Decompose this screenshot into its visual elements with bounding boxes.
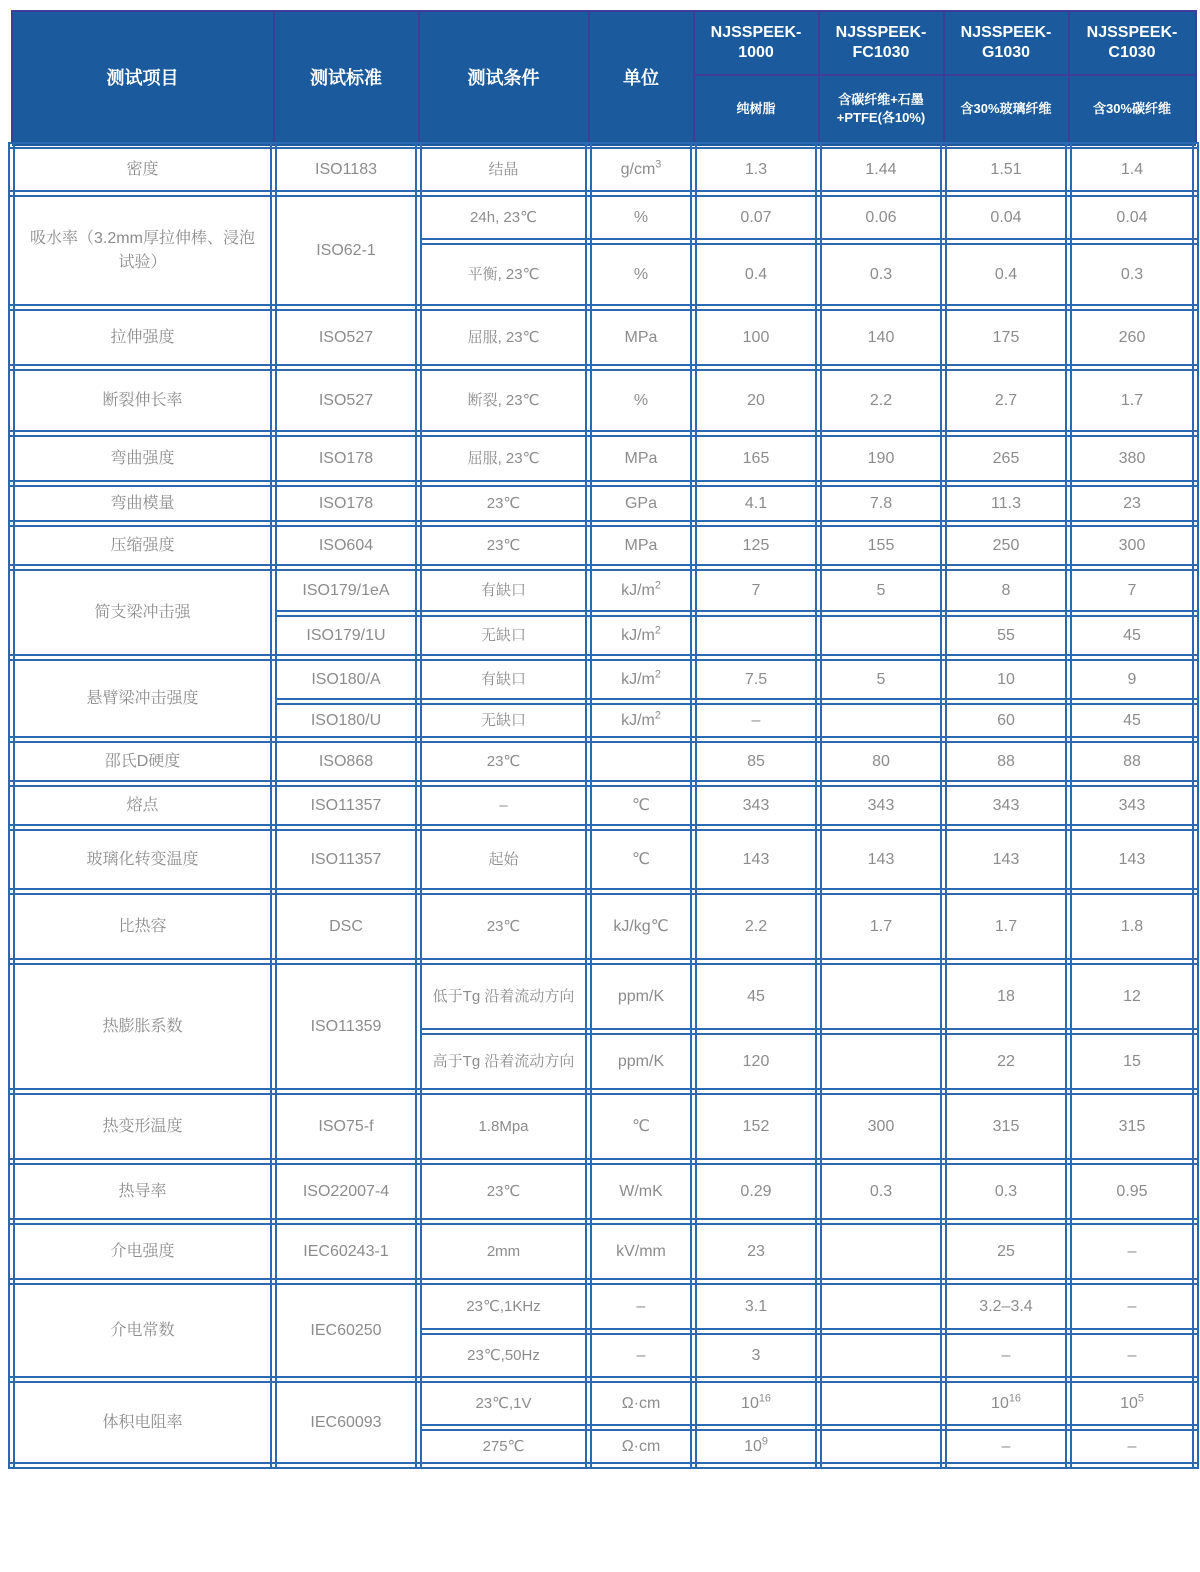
cell-value-col4: –	[1069, 1222, 1196, 1282]
cell-value-col3: 265	[944, 434, 1069, 484]
cell-value-col2: 343	[819, 784, 944, 828]
cell-standard: ISO11359	[274, 962, 419, 1092]
cell-value-col4: 315	[1069, 1092, 1196, 1162]
cell-unit: kJ/kg℃	[589, 892, 694, 962]
cell-value-col4: 9	[1069, 658, 1196, 702]
cell-standard: ISO75-f	[274, 1092, 419, 1162]
cell-condition: 23℃	[419, 484, 589, 524]
cell-value-col2: 0.06	[819, 194, 944, 242]
cell-value-col3: 143	[944, 828, 1069, 892]
cell-condition: 23℃	[419, 1162, 589, 1222]
cell-condition: 23℃,50Hz	[419, 1332, 589, 1380]
cell-unit: W/mK	[589, 1162, 694, 1222]
cell-standard: ISO179/1U	[274, 614, 419, 658]
cell-condition: 23℃,1KHz	[419, 1282, 589, 1332]
cell-value-col3: 88	[944, 740, 1069, 784]
cell-value-col3: 0.4	[944, 242, 1069, 308]
cell-value-col1: 4.1	[694, 484, 819, 524]
cell-value-col3: 18	[944, 962, 1069, 1032]
cell-unit: $kJ/m^2$	[589, 702, 694, 740]
cell-condition: 24h, 23℃	[419, 194, 589, 242]
cell-condition: 23℃	[419, 892, 589, 962]
cell-value-col4: 23	[1069, 484, 1196, 524]
cell-standard: ISO62-1	[274, 194, 419, 308]
cell-value-col4: 7	[1069, 568, 1196, 614]
cell-value-col3: 11.3	[944, 484, 1069, 524]
cell-value-col1: $10^9$	[694, 1428, 819, 1466]
cell-test-item: 弯曲强度	[12, 434, 274, 484]
cell-condition: 无缺口	[419, 614, 589, 658]
header-cell-test-standard: 测试标准	[274, 11, 419, 146]
cell-value-col1: $10^{16}$	[694, 1380, 819, 1428]
cell-unit: ℃	[589, 784, 694, 828]
cell-value-col4: 12	[1069, 962, 1196, 1032]
cell-condition: 起始	[419, 828, 589, 892]
cell-standard: ISO179/1eA	[274, 568, 419, 614]
cell-unit: $kJ/m^2$	[589, 614, 694, 658]
cell-condition: 有缺口	[419, 658, 589, 702]
cell-unit: %	[589, 242, 694, 308]
cell-value-col1: 45	[694, 962, 819, 1032]
cell-condition: 断裂, 23℃	[419, 368, 589, 434]
cell-value-col4: 260	[1069, 308, 1196, 368]
cell-value-col3: 10	[944, 658, 1069, 702]
cell-unit: ppm/K	[589, 1032, 694, 1092]
cell-value-col2: 2.2	[819, 368, 944, 434]
header-product-desc-c1030: 含30%碳纤维	[1069, 75, 1196, 146]
cell-value-col3: 0.3	[944, 1162, 1069, 1222]
cell-test-item: 邵氏D硬度	[12, 740, 274, 784]
cell-value-col4: 88	[1069, 740, 1196, 784]
spec-table	[8, 10, 1199, 1469]
cell-unit	[589, 740, 694, 784]
cell-value-col3: –	[944, 1428, 1069, 1466]
cell-value-col4: 1.4	[1069, 146, 1196, 194]
cell-unit: GPa	[589, 484, 694, 524]
cell-condition: 275℃	[419, 1428, 589, 1466]
cell-value-col2: 190	[819, 434, 944, 484]
cell-value-col2: 140	[819, 308, 944, 368]
cell-value-col1: 20	[694, 368, 819, 434]
cell-value-col4: 15	[1069, 1032, 1196, 1092]
cell-condition: 结晶	[419, 146, 589, 194]
cell-value-col4: $10^5$	[1069, 1380, 1196, 1428]
cell-value-col1: 165	[694, 434, 819, 484]
cell-value-col1: 3.1	[694, 1282, 819, 1332]
cell-value-col2	[819, 1380, 944, 1428]
cell-unit: %	[589, 194, 694, 242]
cell-value-col1: 85	[694, 740, 819, 784]
cell-value-col3: 175	[944, 308, 1069, 368]
cell-value-col1: 152	[694, 1092, 819, 1162]
cell-value-col3: 343	[944, 784, 1069, 828]
header-product-name-g1030: NJSSPEEK-G1030	[944, 11, 1069, 75]
cell-value-col1: 23	[694, 1222, 819, 1282]
cell-value-col1: 125	[694, 524, 819, 568]
table-header	[12, 11, 1196, 146]
cell-test-item: 断裂伸长率	[12, 368, 274, 434]
cell-standard: DSC	[274, 892, 419, 962]
cell-value-col2	[819, 1428, 944, 1466]
cell-test-item: 热膨胀系数	[12, 962, 274, 1092]
cell-value-col2: 143	[819, 828, 944, 892]
cell-value-col2: 1.7	[819, 892, 944, 962]
cell-unit: ℃	[589, 1092, 694, 1162]
cell-test-item: 弯曲模量	[12, 484, 274, 524]
cell-unit: –	[589, 1282, 694, 1332]
cell-test-item: 熔点	[12, 784, 274, 828]
cell-unit: MPa	[589, 308, 694, 368]
cell-unit: $kJ/m^2$	[589, 568, 694, 614]
cell-value-col2	[819, 962, 944, 1032]
cell-standard: ISO11357	[274, 784, 419, 828]
cell-value-col2: 5	[819, 568, 944, 614]
cell-value-col3: 3.2–3.4	[944, 1282, 1069, 1332]
cell-value-col4: 45	[1069, 614, 1196, 658]
cell-value-col1: 3	[694, 1332, 819, 1380]
cell-value-col3: $10^{16}$	[944, 1380, 1069, 1428]
cell-standard: ISO180/A	[274, 658, 419, 702]
header-product-name-fc1030: NJSSPEEK-FC1030	[819, 11, 944, 75]
cell-value-col4: 0.95	[1069, 1162, 1196, 1222]
cell-unit: kV/mm	[589, 1222, 694, 1282]
cell-value-col1: 7	[694, 568, 819, 614]
cell-test-item: 介电强度	[12, 1222, 274, 1282]
cell-standard: ISO178	[274, 484, 419, 524]
cell-value-col4: 0.04	[1069, 194, 1196, 242]
cell-test-item: 体积电阻率	[12, 1380, 274, 1466]
header-product-desc-fc1030: 含碳纤维+石墨+PTFE(各10%)	[819, 75, 944, 146]
cell-test-item: 吸水率（3.2mm厚拉伸棒、浸泡试验）	[12, 194, 274, 308]
cell-value-col3: 60	[944, 702, 1069, 740]
cell-value-col3: 25	[944, 1222, 1069, 1282]
header-product-desc-1000: 纯树脂	[694, 75, 819, 146]
cell-standard: IEC60250	[274, 1282, 419, 1380]
cell-standard: ISO604	[274, 524, 419, 568]
cell-value-col2	[819, 1282, 944, 1332]
cell-value-col2: 80	[819, 740, 944, 784]
cell-value-col1: 2.2	[694, 892, 819, 962]
cell-value-col1: 0.29	[694, 1162, 819, 1222]
table-body	[12, 146, 1196, 1466]
cell-condition: 屈服, 23℃	[419, 434, 589, 484]
cell-value-col4: –	[1069, 1428, 1196, 1466]
cell-unit: Ω·cm	[589, 1380, 694, 1428]
cell-value-col3: 8	[944, 568, 1069, 614]
cell-value-col2	[819, 1222, 944, 1282]
cell-standard: ISO11357	[274, 828, 419, 892]
cell-value-col3: 1.7	[944, 892, 1069, 962]
cell-value-col4: 143	[1069, 828, 1196, 892]
cell-value-col1	[694, 614, 819, 658]
cell-unit: Ω·cm	[589, 1428, 694, 1466]
cell-test-item: 热导率	[12, 1162, 274, 1222]
cell-value-col3: 250	[944, 524, 1069, 568]
header-product-desc-g1030: 含30%玻璃纤维	[944, 75, 1069, 146]
cell-value-col1: 7.5	[694, 658, 819, 702]
cell-standard: ISO1183	[274, 146, 419, 194]
cell-value-col2: 0.3	[819, 242, 944, 308]
cell-condition: 低于Tg 沿着流动方向	[419, 962, 589, 1032]
cell-value-col1: 1.3	[694, 146, 819, 194]
cell-unit: ppm/K	[589, 962, 694, 1032]
cell-standard: ISO527	[274, 368, 419, 434]
cell-value-col3: 22	[944, 1032, 1069, 1092]
cell-value-col2	[819, 702, 944, 740]
cell-value-col1: –	[694, 702, 819, 740]
cell-value-col1: 120	[694, 1032, 819, 1092]
cell-value-col3: 0.04	[944, 194, 1069, 242]
cell-value-col4: 380	[1069, 434, 1196, 484]
cell-standard: ISO178	[274, 434, 419, 484]
cell-unit: %	[589, 368, 694, 434]
cell-test-item: 简支梁冲击强	[12, 568, 274, 658]
cell-value-col2	[819, 1332, 944, 1380]
cell-condition: 高于Tg 沿着流动方向	[419, 1032, 589, 1092]
cell-value-col4: 1.7	[1069, 368, 1196, 434]
cell-value-col2	[819, 614, 944, 658]
cell-condition: 平衡, 23℃	[419, 242, 589, 308]
cell-condition: 有缺口	[419, 568, 589, 614]
cell-standard: IEC60243-1	[274, 1222, 419, 1282]
cell-standard: ISO527	[274, 308, 419, 368]
header-cell-test-condition: 测试条件	[419, 11, 589, 146]
cell-value-col1: 0.07	[694, 194, 819, 242]
cell-value-col4: –	[1069, 1332, 1196, 1380]
cell-condition: 23℃,1V	[419, 1380, 589, 1428]
cell-value-col2	[819, 1032, 944, 1092]
cell-value-col3: –	[944, 1332, 1069, 1380]
header-cell-test-item: 测试项目	[12, 11, 274, 146]
cell-value-col2: 155	[819, 524, 944, 568]
cell-test-item: 介电常数	[12, 1282, 274, 1380]
cell-value-col4: 0.3	[1069, 242, 1196, 308]
cell-unit: MPa	[589, 524, 694, 568]
cell-test-item: 密度	[12, 146, 274, 194]
header-product-name-1000: NJSSPEEK-1000	[694, 11, 819, 75]
cell-unit: MPa	[589, 434, 694, 484]
cell-value-col3: 315	[944, 1092, 1069, 1162]
cell-condition: 屈服, 23℃	[419, 308, 589, 368]
cell-condition: 1.8Mpa	[419, 1092, 589, 1162]
cell-condition: 23℃	[419, 740, 589, 784]
cell-unit: $g/cm^3$	[589, 146, 694, 194]
cell-test-item: 比热容	[12, 892, 274, 962]
cell-value-col3: 55	[944, 614, 1069, 658]
cell-test-item: 悬臂梁冲击强度	[12, 658, 274, 740]
cell-condition: 无缺口	[419, 702, 589, 740]
cell-value-col1: 100	[694, 308, 819, 368]
cell-value-col4: 343	[1069, 784, 1196, 828]
cell-standard: ISO868	[274, 740, 419, 784]
cell-test-item: 拉伸强度	[12, 308, 274, 368]
cell-standard: ISO22007-4	[274, 1162, 419, 1222]
cell-value-col2: 5	[819, 658, 944, 702]
cell-value-col4: –	[1069, 1282, 1196, 1332]
cell-standard: IEC60093	[274, 1380, 419, 1466]
cell-value-col1: 0.4	[694, 242, 819, 308]
cell-unit: –	[589, 1332, 694, 1380]
cell-test-item: 玻璃化转变温度	[12, 828, 274, 892]
cell-unit: ℃	[589, 828, 694, 892]
cell-value-col4: 1.8	[1069, 892, 1196, 962]
cell-unit: $kJ/m^2$	[589, 658, 694, 702]
cell-value-col3: 1.51	[944, 146, 1069, 194]
cell-condition: 23℃	[419, 524, 589, 568]
cell-value-col1: 343	[694, 784, 819, 828]
cell-test-item: 热变形温度	[12, 1092, 274, 1162]
cell-value-col2: 300	[819, 1092, 944, 1162]
cell-value-col4: 300	[1069, 524, 1196, 568]
cell-condition: –	[419, 784, 589, 828]
cell-test-item: 压缩强度	[12, 524, 274, 568]
cell-value-col1: 143	[694, 828, 819, 892]
header-product-name-c1030: NJSSPEEK-C1030	[1069, 11, 1196, 75]
cell-value-col2: 1.44	[819, 146, 944, 194]
cell-value-col2: 0.3	[819, 1162, 944, 1222]
cell-value-col3: 2.7	[944, 368, 1069, 434]
cell-condition: 2mm	[419, 1222, 589, 1282]
cell-value-col4: 45	[1069, 702, 1196, 740]
cell-standard: ISO180/U	[274, 702, 419, 740]
header-cell-unit: 单位	[589, 11, 694, 146]
cell-value-col2: 7.8	[819, 484, 944, 524]
